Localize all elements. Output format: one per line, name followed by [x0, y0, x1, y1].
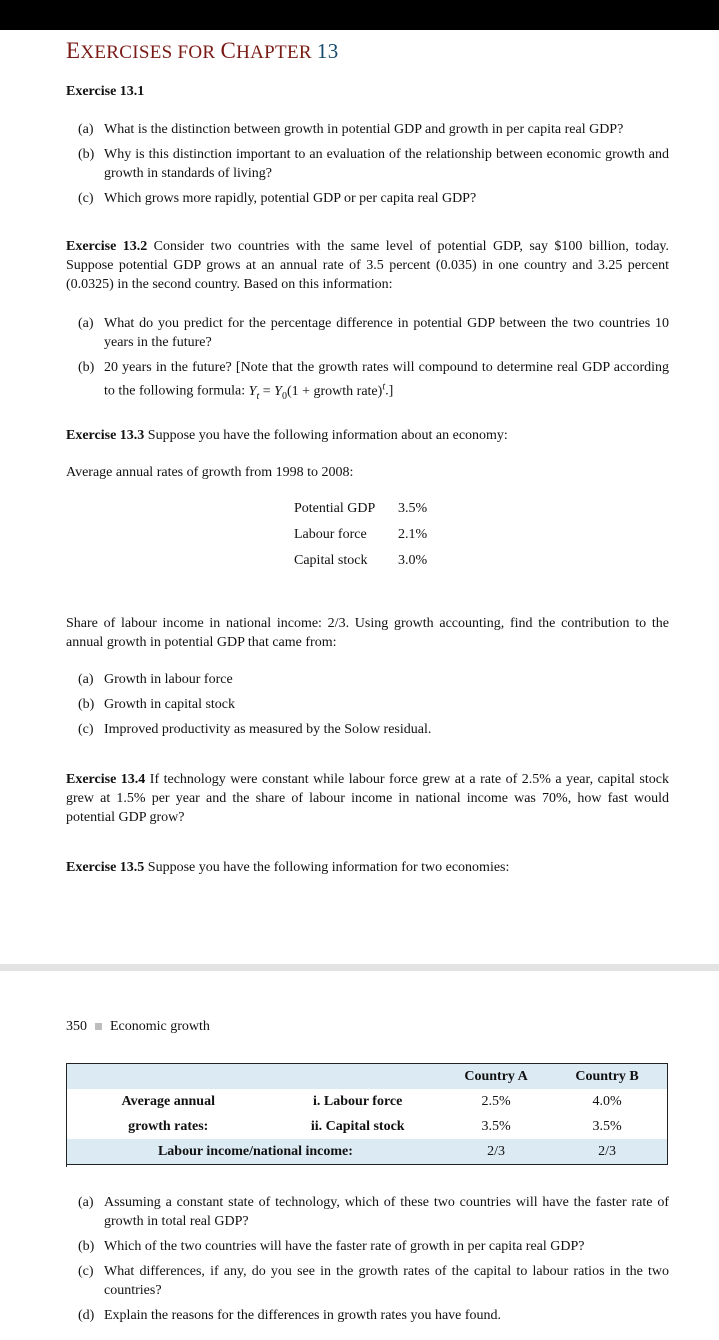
- separator-square-icon: [95, 1023, 102, 1030]
- comparison-table: [66, 1063, 668, 1165]
- list-item: (a) What is the distinction between growth in potential GDP and growth in per capita real GDP?: [78, 122, 624, 137]
- growth-rates-table: [294, 499, 458, 577]
- table-row: Labour force 2.1%: [294, 527, 428, 542]
- list-item: (b) 20 years in the future? [Note that the growth rates will compound to determine real GDP according to the following formula: $Y_t = Y_0(1$ + growth rate)$^t$.]: [78, 360, 669, 402]
- list-item: (a) Assuming a constant state of technology, which of these two countries will have the faster rate of growth in total real GDP?: [78, 1195, 669, 1229]
- column-header: Country B: [547, 1064, 667, 1090]
- exercise-text: Exercise 13.3 Suppose you have the following information about an economy:: [66, 428, 508, 443]
- exercise-13-1-questions: [66, 120, 669, 208]
- list-item: (c) What differences, if any, do you see in the growth rates of the capital to labour ratios in the two countries?: [78, 1264, 669, 1298]
- table-row: growth rates: ii. Capital stock 3.5% 3.5%: [66, 1114, 668, 1139]
- exercise-13-3: [66, 426, 669, 445]
- table-row: Potential GDP 3.5%: [294, 501, 428, 516]
- list-item: (b) Why is this distinction important to an evaluation of the relationship between economic growth and growth in standards of living?: [78, 147, 669, 181]
- chapter-title: EXERCISES FOR CHAPTER 13: [66, 38, 339, 63]
- table-row: Capital stock 3.0%: [294, 553, 428, 568]
- exercise-13-2-questions: [66, 314, 669, 405]
- page-footer: [66, 1019, 210, 1035]
- table-row: [66, 1064, 668, 1090]
- top-black-bar: [0, 0, 719, 30]
- section-title: Economic growth: [110, 1019, 210, 1034]
- list-item: (d) Explain the reasons for the differences in growth rates you have found.: [78, 1308, 502, 1323]
- list-item: (c) Improved productivity as measured by the Solow residual.: [78, 722, 432, 737]
- exercise-text: Exercise 13.4 If technology were constant while labour force grew at a rate of 2.5% a year, capital stock grew at 1.5% per year and the share of labour income in national income was 70%, how fast would potential GDP grow?: [66, 772, 669, 825]
- page-divider: [0, 964, 719, 971]
- column-header: Country A: [445, 1064, 547, 1090]
- list-item: (a) Growth in labour force: [78, 672, 233, 687]
- growth-formula: $Y_t = Y_0(1$ + growth rate)$^t$: [248, 381, 386, 402]
- exercise-13-3-questions: [66, 670, 669, 739]
- exercise-13-5: [66, 858, 669, 877]
- table-row: Labour income/national income: 2/3 2/3: [66, 1139, 668, 1165]
- exercise-13-1: [66, 82, 669, 101]
- exercise-heading: Exercise 13.1: [66, 84, 145, 99]
- exercise-13-3-share: Share of labour income in national income: 2/3. Using growth accounting, find the contribution to the annual growth in potential GDP that came from:: [66, 616, 669, 650]
- exercise-text: Exercise 13.2 Consider two countries with the same level of potential GDP, say $100 billion, today. Suppose potential GDP grows at an annual rate of 3.5 percent (0.035) in one country and 3.25 percent (0.0325) in the second country. Based on this information:: [66, 239, 670, 292]
- exercise-text: Exercise 13.5 Suppose you have the following information for two economies:: [66, 860, 510, 875]
- list-item: (a) What do you predict for the percentage difference in potential GDP between the two countries 10 years in the future?: [78, 316, 669, 350]
- exercise-13-4: [66, 770, 669, 827]
- list-item: (b) Which of the two countries will have the faster rate of growth in per capita real GDP?: [78, 1239, 585, 1254]
- exercise-13-5-questions: [66, 1193, 669, 1325]
- table-row: Average annual i. Labour force 2.5% 4.0%: [66, 1089, 668, 1114]
- exercise-13-3-intro: Average annual rates of growth from 1998 to 2008:: [66, 465, 354, 480]
- list-item: (c) Which grows more rapidly, potential GDP or per capita real GDP?: [78, 191, 477, 206]
- exercise-13-2: [66, 237, 669, 294]
- page-number: 350: [66, 1019, 87, 1034]
- list-item: (b) Growth in capital stock: [78, 697, 236, 712]
